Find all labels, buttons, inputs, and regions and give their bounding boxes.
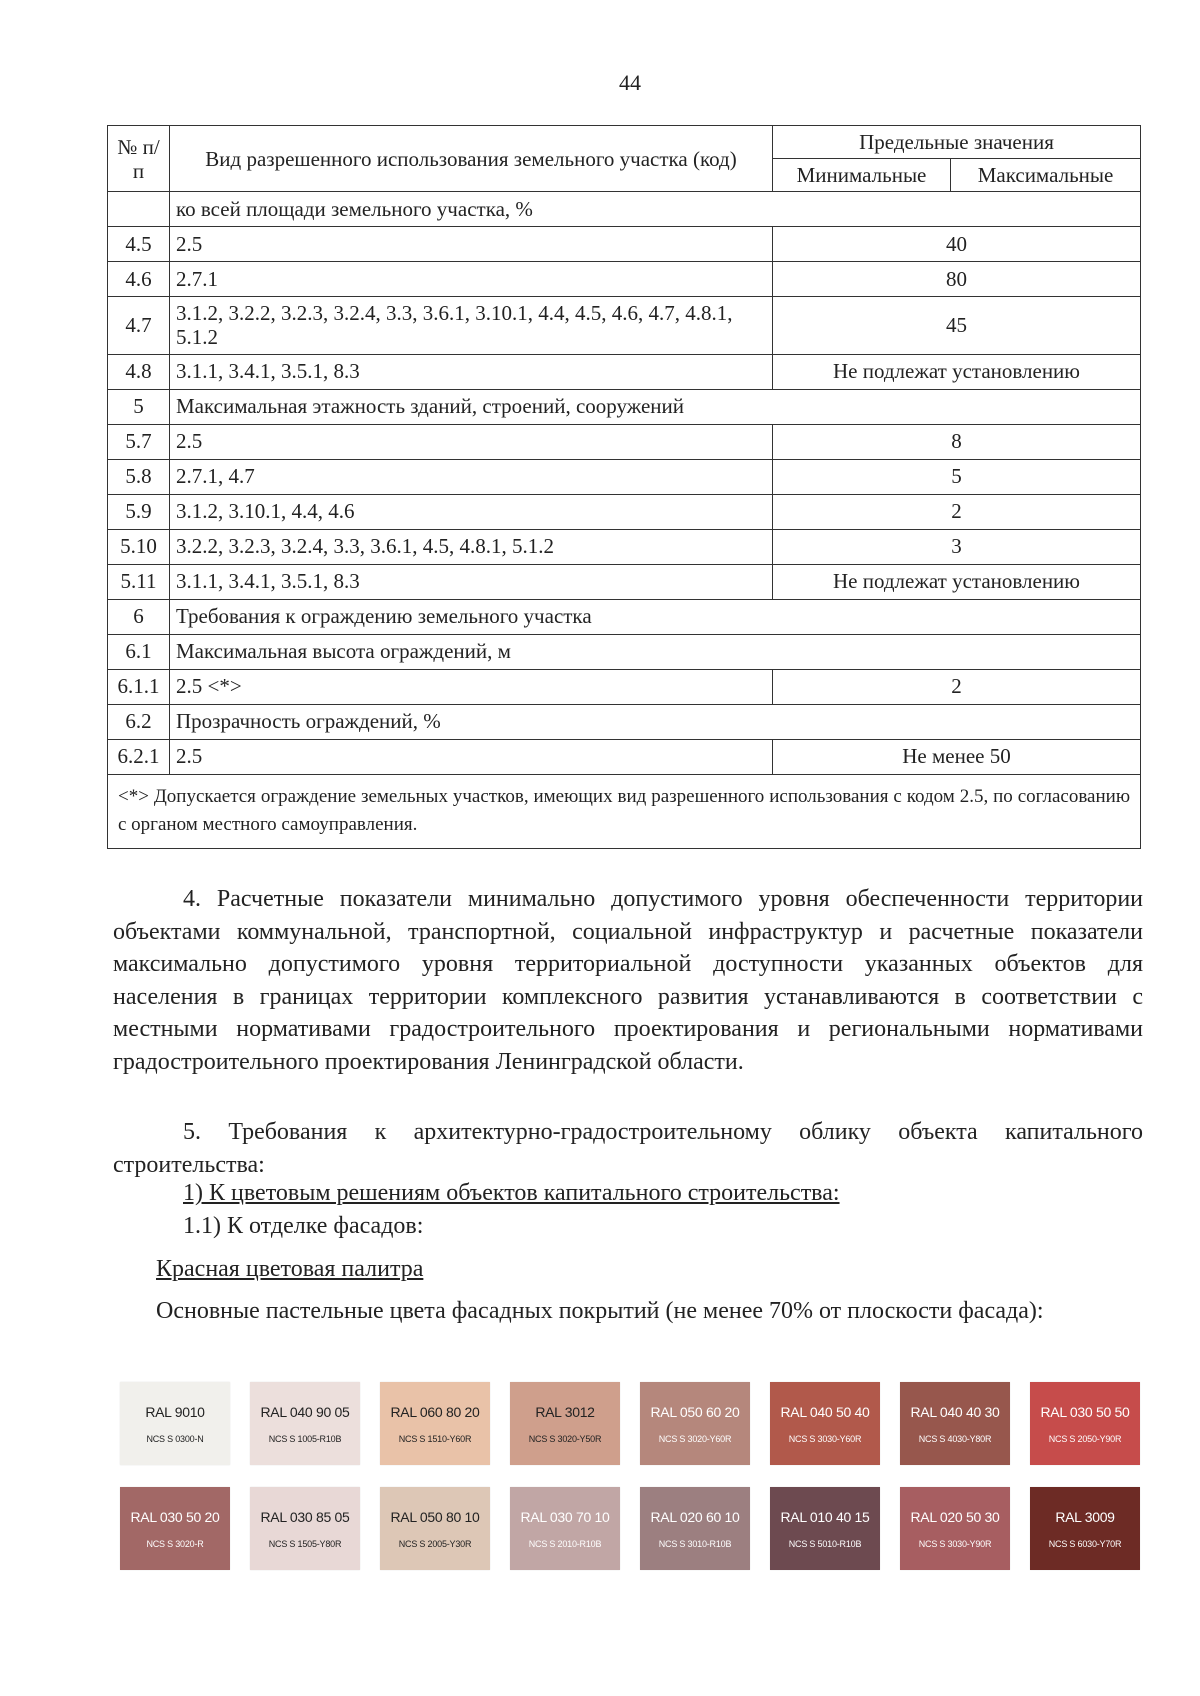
row-number: 6.1 [108,634,170,669]
row-number: 4.6 [108,262,170,297]
ncs-code: NCS S 0300-N [146,1434,204,1444]
limit-value: Не подлежат установлению [773,354,1141,389]
table-row [108,669,1141,704]
table-row [108,529,1141,564]
ncs-code: NCS S 5010-R10B [788,1539,862,1549]
row-number: 4.7 [108,297,170,354]
color-swatch [120,1487,230,1570]
color-swatch [640,1487,750,1570]
limit-value: 2 [773,494,1141,529]
use-codes: 3.1.2, 3.10.1, 4.4, 4.6 [170,494,773,529]
ncs-code: NCS S 4030-Y80R [918,1434,992,1444]
ral-code: RAL 040 90 05 [260,1404,350,1420]
limit-value: 45 [773,297,1141,354]
ncs-code: NCS S 2005-Y30R [398,1539,472,1549]
header-kind: Вид разрешенного использования земельного участка (код) [170,126,773,192]
limit-value: 2 [773,669,1141,704]
item-1-text: 1) К цветовым решениям объектов капитального строительства: [183,1180,840,1206]
table-row [108,564,1141,599]
header-max: Максимальные [951,159,1141,192]
color-swatch [1030,1487,1140,1570]
row-number: 5.8 [108,459,170,494]
ral-code: RAL 030 70 10 [520,1509,610,1525]
row-number: 5 [108,389,170,424]
palette-description: Основные пастельные цвета фасадных покрытий (не менее 70% от плоскости фасада): [156,1298,1044,1324]
header-limits: Предельные значения [773,126,1141,159]
table-footnote: <*> Допускается ограждение земельных участков, имеющих вид разрешенного использования с кодом 2.5, по согласованию с органом местного самоуправления. [108,774,1141,848]
limits-table-body [108,192,1141,774]
ncs-code: NCS S 3030-Y60R [788,1434,862,1444]
table-row [108,739,1141,774]
limit-value: 5 [773,459,1141,494]
ncs-code: NCS S 3010-R10B [658,1539,732,1549]
ral-code: RAL 9010 [145,1404,205,1420]
row-number [108,192,170,227]
table-row [108,634,1141,669]
ncs-code: NCS S 2010-R10B [528,1539,602,1549]
table-row [108,192,1141,227]
ral-code: RAL 020 60 10 [650,1509,740,1525]
section-heading: Максимальная этажность зданий, строений, сооружений [170,389,1141,424]
limit-value: Не менее 50 [773,739,1141,774]
section-heading: Прозрачность ограждений, % [170,704,1141,739]
item-1 [183,1180,840,1207]
limits-table [107,125,1141,849]
ral-code: RAL 040 50 40 [780,1404,870,1420]
color-swatch [380,1382,490,1465]
row-number: 4.5 [108,227,170,262]
row-number: 5.7 [108,424,170,459]
color-swatch [640,1382,750,1465]
ncs-code: NCS S 2050-Y90R [1048,1434,1122,1444]
row-number: 6.1.1 [108,669,170,704]
use-codes: 3.1.1, 3.4.1, 3.5.1, 8.3 [170,564,773,599]
use-codes: 2.5 [170,227,773,262]
use-codes: 2.5 [170,739,773,774]
color-swatch [900,1382,1010,1465]
page-number: 44 [619,70,641,95]
ncs-code: NCS S 1005-R10B [268,1434,342,1444]
color-swatch [1030,1382,1140,1465]
ral-code: RAL 020 50 30 [910,1509,1000,1525]
ncs-code: NCS S 3020-R [146,1539,204,1549]
color-swatch [250,1382,360,1465]
table-row [108,262,1141,297]
use-codes: 3.1.1, 3.4.1, 3.5.1, 8.3 [170,354,773,389]
palette-title: Красная цветовая палитра [156,1256,424,1282]
ral-code: RAL 050 60 20 [650,1404,740,1420]
header-min: Минимальные [773,159,951,192]
use-codes: 3.2.2, 3.2.3, 3.2.4, 3.3, 3.6.1, 4.5, 4.8.1, 5.1.2 [170,529,773,564]
item-1-1: 1.1) К отделке фасадов: [183,1213,424,1239]
paragraph-5: 5. Требования к архитектурно-градостроительному облику объекта капитального строительства: [113,1119,1143,1178]
use-codes: 3.1.2, 3.2.2, 3.2.3, 3.2.4, 3.3, 3.6.1, 3.10.1, 4.4, 4.5, 4.6, 4.7, 4.8.1, 5.1.2 [170,297,773,354]
use-codes: 2.5 [170,424,773,459]
table-row [108,424,1141,459]
header-num: № п/п [108,126,170,192]
color-swatch [770,1487,880,1570]
ral-code: RAL 040 40 30 [910,1404,1000,1420]
color-swatch [770,1382,880,1465]
limit-value: 3 [773,529,1141,564]
row-number: 5.11 [108,564,170,599]
ncs-code: NCS S 3020-Y60R [658,1434,732,1444]
ral-code: RAL 030 50 50 [1040,1404,1130,1420]
color-swatch [250,1487,360,1570]
row-number: 6.2 [108,704,170,739]
table-row [108,354,1141,389]
section-heading: Требования к ограждению земельного участка [170,599,1141,634]
ncs-code: NCS S 6030-Y70R [1048,1539,1122,1549]
row-number: 6 [108,599,170,634]
use-codes: 2.7.1, 4.7 [170,459,773,494]
ncs-code: NCS S 3020-Y50R [528,1434,602,1444]
table-row [108,227,1141,262]
table-row [108,494,1141,529]
ral-code: RAL 030 85 05 [260,1509,350,1525]
ral-code: RAL 050 80 10 [390,1509,480,1525]
limit-value: 80 [773,262,1141,297]
ral-code: RAL 3009 [1055,1509,1115,1525]
ral-code: RAL 030 50 20 [130,1509,220,1525]
ncs-code: NCS S 3030-Y90R [918,1539,992,1549]
table-row [108,297,1141,354]
color-swatch [380,1487,490,1570]
row-number: 5.9 [108,494,170,529]
table-row [108,599,1141,634]
paragraph-4: 4. Расчетные показатели минимально допустимого уровня обеспеченности территории объектами коммунальной, транспортной, социальной инфраструктур и расчетные показатели максимально допустимого уровня территориальной доступности указанных объектов для населения в границах территории комплексного развития устанавливаются в соответствии с местными нормативами градостроительного проектирования и региональными нормативами градостроительного проектирования Ленинградской области. [113,886,1143,1075]
table-row [108,389,1141,424]
row-number: 5.10 [108,529,170,564]
limit-value: 8 [773,424,1141,459]
section-heading: ко всей площади земельного участка, % [170,192,1141,227]
section-heading: Максимальная высота ограждений, м [170,634,1141,669]
color-swatch [120,1382,230,1465]
table-row [108,704,1141,739]
row-number: 4.8 [108,354,170,389]
ncs-code: NCS S 1505-Y80R [268,1539,342,1549]
ral-code: RAL 060 80 20 [390,1404,480,1420]
use-codes: 2.5 <*> [170,669,773,704]
ral-code: RAL 3012 [535,1404,595,1420]
row-number: 6.2.1 [108,739,170,774]
color-swatch [510,1487,620,1570]
limit-value: Не подлежат установлению [773,564,1141,599]
table-row [108,459,1141,494]
use-codes: 2.7.1 [170,262,773,297]
color-swatch [900,1487,1010,1570]
ral-code: RAL 010 40 15 [780,1509,870,1525]
ncs-code: NCS S 1510-Y60R [398,1434,472,1444]
color-swatch [510,1382,620,1465]
limit-value: 40 [773,227,1141,262]
